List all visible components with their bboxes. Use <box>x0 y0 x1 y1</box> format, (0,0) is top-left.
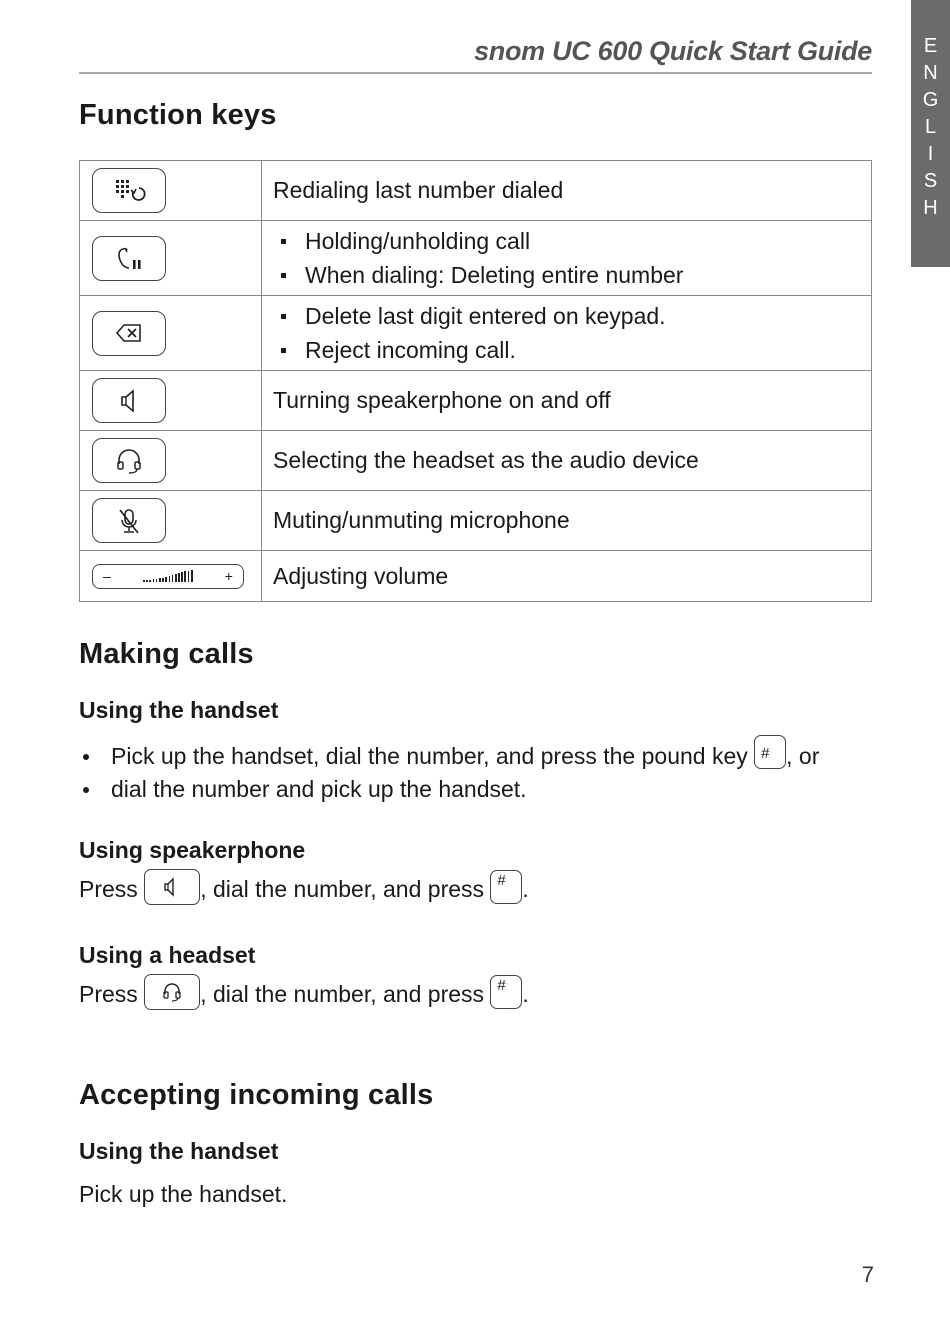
pound-key-icon: # <box>490 870 522 904</box>
table-row <box>80 491 872 551</box>
accepting-calls-heading: Accepting incoming calls <box>79 1079 434 1111</box>
using-speakerphone-heading: Using speakerphone <box>79 837 306 863</box>
key-cell <box>80 296 262 371</box>
description-cell: Redialing last number dialed <box>262 161 872 221</box>
key-cell <box>80 551 262 602</box>
table-row <box>80 161 872 221</box>
list-item <box>79 740 819 773</box>
description-cell: Adjusting volume <box>262 551 872 602</box>
language-tab <box>911 0 950 267</box>
instruction-text: , dial the number, and press <box>200 876 485 902</box>
list-item: Delete last digit entered on keypad. <box>273 299 871 333</box>
using-headset-heading: Using a headset <box>79 942 256 968</box>
key-cell <box>80 221 262 296</box>
table-row <box>80 431 872 491</box>
function-keys-heading: Function keys <box>79 99 277 131</box>
description-cell: Turning speakerphone on and off <box>262 371 872 431</box>
table-row <box>80 296 872 371</box>
function-keys-table <box>79 160 872 602</box>
handset-steps <box>79 740 819 806</box>
headset-instruction <box>79 976 529 1010</box>
list-item: dial the number and pick up the handset. <box>79 773 819 806</box>
page-number: 7 <box>861 1262 874 1287</box>
speakerphone-instruction <box>79 871 529 905</box>
language-tab-letter: H <box>923 197 938 219</box>
table-row <box>80 221 872 296</box>
press-text: Press <box>79 981 138 1007</box>
pound-key-icon: # <box>754 735 786 769</box>
making-calls-heading: Making calls <box>79 638 254 670</box>
hold-icon <box>92 236 166 281</box>
description-cell: Selecting the headset as the audio device <box>262 431 872 491</box>
headset-icon <box>92 438 166 483</box>
description-cell: Muting/unmuting microphone <box>262 491 872 551</box>
table-row <box>80 551 872 602</box>
period-text: . <box>522 981 529 1007</box>
description-cell <box>262 221 872 296</box>
list-item: When dialing: Deleting entire number <box>273 258 871 292</box>
volume-plus-label: + <box>224 568 233 584</box>
header-rule <box>79 72 872 74</box>
backspace-icon <box>92 311 166 356</box>
key-cell <box>80 371 262 431</box>
accepting-handset-text: Pick up the handset. <box>79 1181 288 1207</box>
language-tab-letter: L <box>924 116 937 138</box>
key-cell <box>80 161 262 221</box>
step-text: Pick up the handset, dial the number, and press the pound key <box>111 743 748 769</box>
period-text: . <box>522 876 529 902</box>
volume-minus-label: – <box>103 568 111 584</box>
header-title: snom UC 600 Quick Start Guide <box>474 36 872 66</box>
headset-icon <box>144 974 200 1010</box>
accepting-handset-heading: Using the handset <box>79 1138 279 1164</box>
list-item: Reject incoming call. <box>273 333 871 367</box>
redial-icon <box>92 168 166 213</box>
language-tab-letter: G <box>922 89 939 111</box>
mic-mute-icon <box>92 498 166 543</box>
volume-bars <box>143 570 193 582</box>
step-text: , or <box>786 743 820 769</box>
table-row <box>80 371 872 431</box>
press-text: Press <box>79 876 138 902</box>
using-handset-heading: Using the handset <box>79 697 279 723</box>
pound-key-icon: # <box>490 975 522 1009</box>
language-tab-letter: N <box>923 62 938 84</box>
volume-slider-icon <box>92 564 244 589</box>
instruction-text: , dial the number, and press <box>200 981 485 1007</box>
language-tab-letter: S <box>923 170 938 192</box>
language-tab-letter: E <box>923 35 938 57</box>
speaker-icon <box>144 869 200 905</box>
speaker-icon <box>92 378 166 423</box>
language-tab-letter: I <box>927 143 934 165</box>
key-cell <box>80 491 262 551</box>
list-item: Holding/unholding call <box>273 224 871 258</box>
description-cell <box>262 296 872 371</box>
key-cell <box>80 431 262 491</box>
